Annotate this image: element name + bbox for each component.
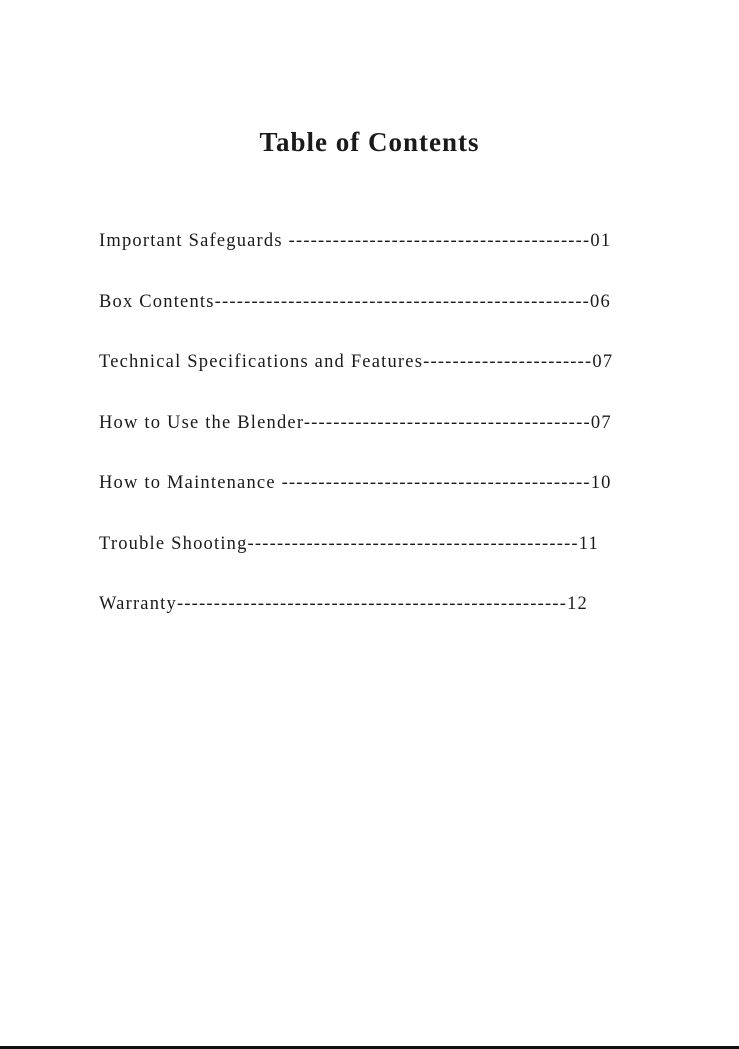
toc-entry-warranty: Warranty-----------------------------------------------------12 xyxy=(99,594,588,614)
page-title: Table of Contents xyxy=(259,127,480,157)
toc-entry-box-contents: Box Contents---------------------------------------------------06 xyxy=(99,292,611,312)
toc-entry-trouble-shooting: Trouble Shooting---------------------------------------------11 xyxy=(99,534,599,554)
toc-entry-how-to-maintenance: How to Maintenance ------------------------------------------10 xyxy=(99,473,612,493)
toc-entry-technical-specifications: Technical Specifications and Features-----------------------07 xyxy=(99,352,614,372)
toc-entry-important-safeguards: Important Safeguards -----------------------------------------01 xyxy=(99,231,612,251)
toc-entry-how-to-use: How to Use the Blender---------------------------------------07 xyxy=(99,413,612,433)
